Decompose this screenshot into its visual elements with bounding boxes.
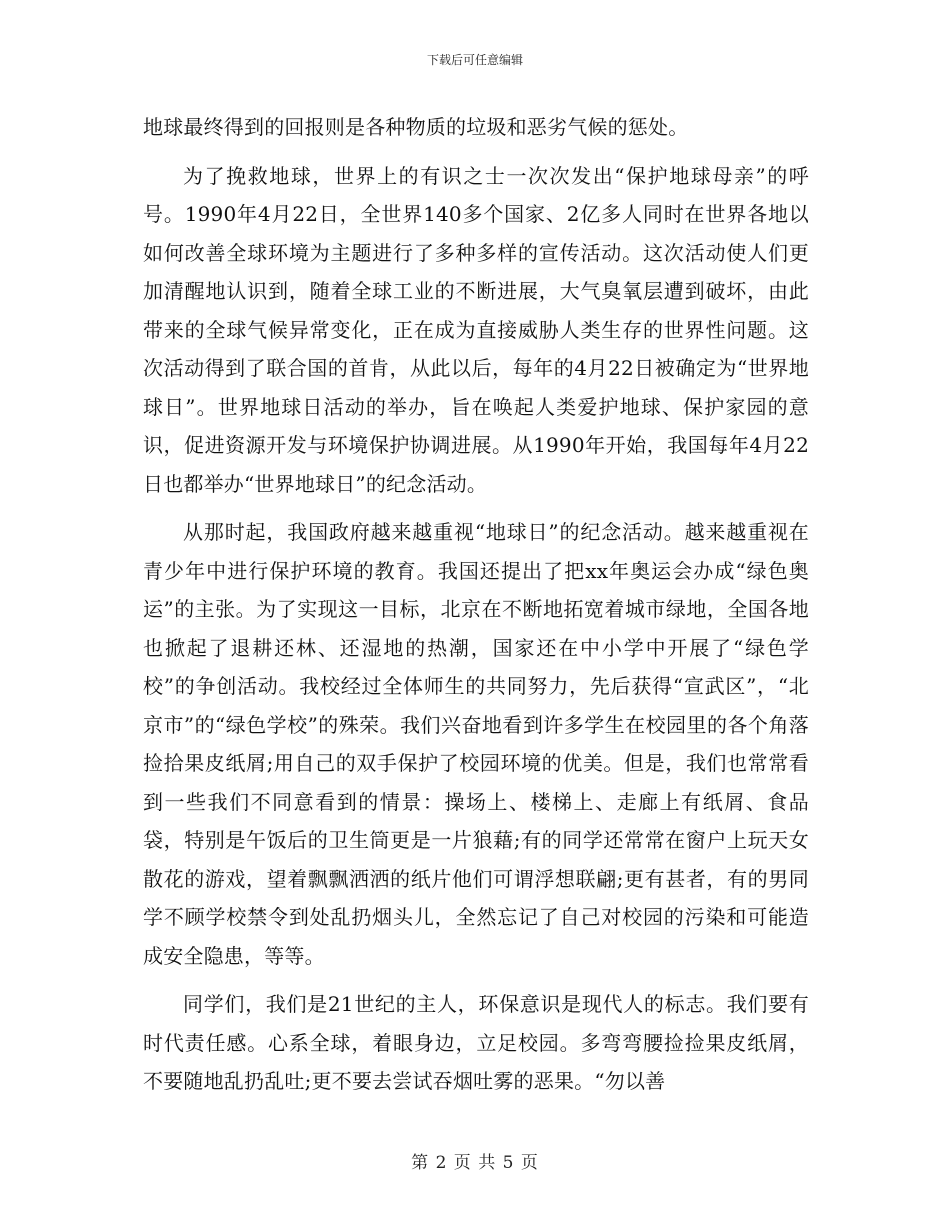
- page-number: 第 2 页 共 5 页: [411, 1153, 539, 1173]
- paragraph: 同学们，我们是21世纪的主人，环保意识是现代人的标志。我们要有时代责任感。心系全球，着眼身边，立足校园。多弯弯腰捡捡果皮纸屑，不要随地乱扔乱吐;更不要去尝试吞烟吐雾的恶果。“勿以善: [143, 992, 809, 1093]
- document-body: [143, 108, 809, 1111]
- paragraph: 地球最终得到的回报则是各种物质的垃圾和恶劣气候的惩处。: [143, 115, 689, 139]
- paragraph: 为了挽救地球，世界上的有识之士一次次发出“保护地球母亲”的呼号。1990年4月22日，全世界140多个国家、2亿多人同时在世界各地以如何改善全球环境为主题进行了多种多样的宣传活动。这次活动使人们更加清醒地认识到，随着全球工业的不断进展，大气臭氧层遭到破坏，由此带来的全球气候异常变化，正在成为直接威胁人类生存的世界性问题。这次活动得到了联合国的首肯，从此以后，每年的4月22日被确定为“世界地球日”。世界地球日活动的举办，旨在唤起人类爱护地球、保护家园的意识，促进资源开发与环境保护协调进展。从1990年开始，我国每年4月22日也都举办“世界地球日”的纪念活动。: [143, 163, 809, 496]
- paragraph: 从那时起，我国政府越来越重视“地球日”的纪念活动。越来越重视在青少年中进行保护环境的教育。我国还提出了把xx年奥运会办成“绿色奥运”的主张。为了实现这一目标，北京在不断地拓宽着城市绿地，全国各地也掀起了退耕还林、还湿地的热潮，国家还在中小学中开展了“绿色学校”的争创活动。我校经过全体师生的共同努力，先后获得“宣武区”，“北京市”的“绿色学校”的殊荣。我们兴奋地看到许多学生在校园里的各个角落捡拾果皮纸屑;用自己的双手保护了校园环境的优美。但是，我们也常常看到一些我们不同意看到的情景：操场上、楼梯上、走廊上有纸屑、食品袋，特别是午饭后的卫生筒更是一片狼藉;有的同学还常常在窗户上玩天女散花的游戏，望着飘飘洒洒的纸片他们可谓浮想联翩;更有甚者，有的男同学不顾学校禁令到处乱扔烟头儿，全然忘记了自己对校园的污染和可能造成安全隐患，等等。: [143, 520, 809, 968]
- page-header: 下载后可任意编辑: [426, 53, 523, 67]
